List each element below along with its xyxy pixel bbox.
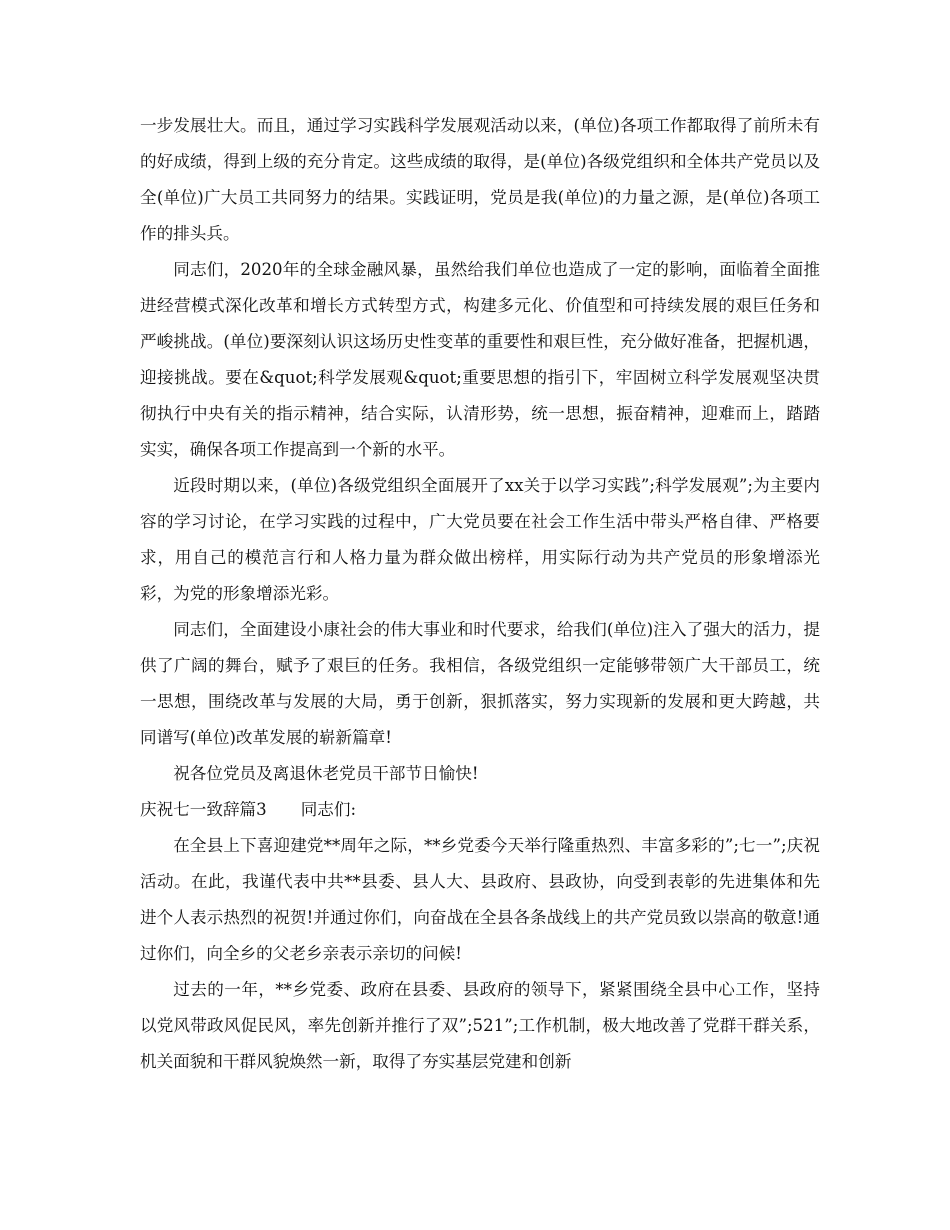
paragraph-past-year: 过去的一年，**乡党委、政府在县委、县政府的领导下，紧紧围绕全县中心工作，坚持以党风带政风促民风，率先创新并推行了双”;521”;工作机制，极大地改善了党群干群关系，机关面貌和干群风貌焕然一新，取得了夯实基层党建和创新 [140,980,820,1071]
section-heading [140,792,820,828]
paragraph-financial-storm: 同志们，2020年的全球金融风暴，虽然给我们单位也造成了一定的影响，面临着全面推进经营模式深化改革和增长方式转型方式，构建多元化、价值型和可持续发展的艰巨任务和严峻挑战。(单位)要深刻认识这场历史性变革的重要性和艰巨性，充分做好准备，把握机遇，迎接挑战。要在&quot;科学发展观&quot;重要思想的指引下，牢固树立科学发展观坚决贯彻执行中央有关的指示精神，结合实际，认清形势，统一思想，振奋精神，迎难而上，踏踏实实，确保各项工作提高到一个新的水平。 [140,260,820,459]
paragraph-study-practice: 近段时期以来，(单位)各级党组织全面展开了xx关于以学习实践”;科学发展观”;为主要内容的学习讨论，在学习实践的过程中，广大党员要在社会工作生活中带头严格自律、严格要求，用自己的模范言行和人格力量为群众做出榜样，用实际行动为共产党员的形象增添光彩，为党的形象增添光彩。 [140,476,820,603]
section-title: 庆祝七一致辞篇3 [140,800,267,819]
paragraph-xiaokang-society: 同志们，全面建设小康社会的伟大事业和时代要求，给我们(单位)注入了强大的活力，提供了广阔的舞台，赋予了艰巨的任务。我相信，各级党组织一定能够带领广大干部员工，统一思想，围绕改革与发展的大局，勇于创新，狠抓落实，努力实现新的发展和更大跨越，共同谱写(单位)改革发展的崭新篇章! [140,620,820,747]
paragraph-party-anniversary: 在全县上下喜迎建党**周年之际，**乡党委今天举行隆重热烈、丰富多彩的”;七一”;庆祝活动。在此，我谨代表中共**县委、县人大、县政府、县政协，向受到表彰的先进集体和先进个人表示热烈的祝贺!并通过你们，向奋战在全县各条战线上的共产党员致以崇高的敬意!通过你们，向全乡的父老乡亲表示亲切的问候! [140,836,820,963]
paragraph-holiday-greeting: 祝各位党员及离退休老党员干部节日愉快! [173,764,479,783]
paragraph-continuation: 一步发展壮大。而且，通过学习实践科学发展观活动以来，(单位)各项工作都取得了前所未有的好成绩，得到上级的充分肯定。这些成绩的取得，是(单位)各级党组织和全体共产党员以及全(单位)广大员工共同努力的结果。实践证明，党员是我(单位)的力量之源，是(单位)各项工作的排头兵。 [140,116,820,243]
section-salutation: 同志们: [300,800,357,819]
document-body [140,108,820,1080]
